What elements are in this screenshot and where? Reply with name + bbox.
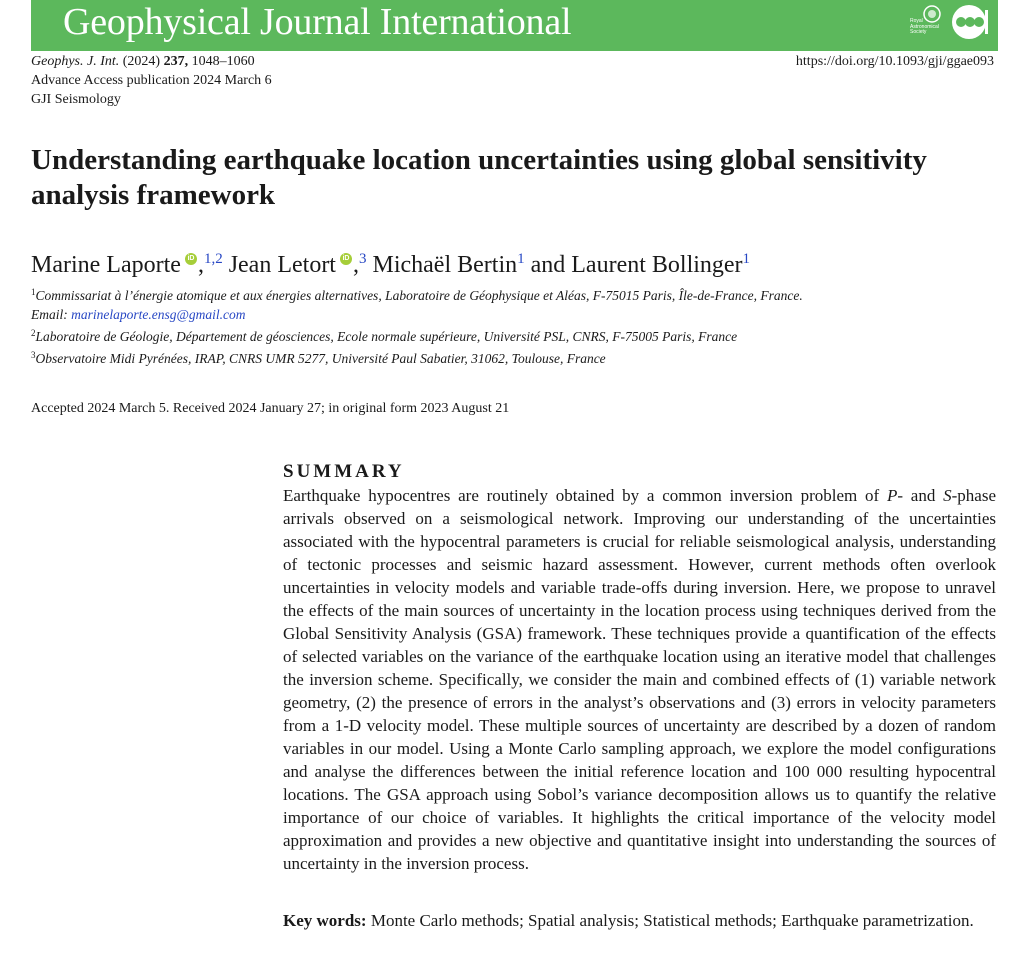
summary-part: - and [897, 486, 944, 505]
summary-text [283, 484, 996, 875]
summary-part: -phase arrivals observed on a seismological network. Improving our understanding of the uncertainties associated with the hypocentral parameters is crucial for reliable seismological analysis, understanding of tectonic processes and seismic hazard assessment. However, current methods often overlook uncertainties in velocity models and variable trade-offs during inversion. Here, we propose to unravel the effects of the main sources of uncertainty in the location process using techniques derived from the Global Sensitivity Analysis (GSA) framework. These techniques provide a quantification of the effects of selected variables on the variance of the earthquake location using an iterative model that challenges the inversion scheme. Specifically, we consider the main and combined effects of (1) variable network geometry, (2) the presence of errors in the analyst’s observations and (3) errors in velocity parameters from a 1-D velocity model. These multiple sources of uncertainty are described by a dozen of random variables in our model. Using a Monte Carlo sampling approach, we explore the model configurations and analyse the differences between the initial reference location and 100 000 resulting hypocentral locations. The GSA approach using Sobol’s variance decomposition allows us to quantify the relative importance of our choice of variables. It highlights the critical importance of the velocity model approximation and provides a new objective and quantitative insight into understanding the sources of uncertainty in the inversion process. [283, 486, 996, 873]
article-title: Understanding earthquake location uncertainties using global sensitivity analysis framework [31, 144, 927, 211]
summary-italic-p: P [886, 486, 898, 505]
oup-logo-icon [951, 4, 993, 40]
affiliation-item [31, 324, 803, 346]
affiliation-text: Observatoire Midi Pyrénées, IRAP, CNRS UMR 5277, Université Paul Sabatier, 31062, Toulouse, France [35, 351, 606, 366]
email-line [31, 305, 803, 324]
citation-pages: 1048–1060 [191, 54, 255, 69]
keywords-text: Monte Carlo methods; Spatial analysis; Statistical methods; Earthquake parametrization. [370, 911, 974, 930]
email-link[interactable]: marinelaporte.ensg@gmail.com [71, 307, 246, 322]
author-affil[interactable]: 3 [358, 251, 367, 267]
citation-line [31, 52, 272, 71]
affiliation-number: 2 [31, 328, 36, 338]
affiliation-text: Commissariat à l’énergie atomique et aux énergies alternatives, Laboratoire de Géophysique et Aléas, F-75015 Paris, Île-de-France, France. [35, 288, 803, 303]
summary-heading: SUMMARY [283, 461, 405, 482]
citation-block [31, 52, 272, 109]
ras-logo-text: Royal Astronomical Society [910, 18, 939, 35]
received-accepted-dates: Accepted 2024 March 5. Received 2024 January 27; in original form 2023 August 21 [31, 401, 510, 416]
affiliation-item [31, 346, 803, 368]
author-affil[interactable]: 1 [742, 251, 751, 267]
summary-italic-s: S [943, 486, 952, 505]
journal-banner [31, 0, 998, 51]
citation-year: (2024) [122, 54, 161, 69]
affiliation-text: Laboratoire de Géologie, Département de géosciences, Ecole normale supérieure, Université PSL, CNRS, F-75005 Paris, France [35, 329, 738, 344]
citation-volume: 237, [163, 54, 189, 69]
doi-link[interactable]: https://doi.org/10.1093/gji/ggae093 [795, 54, 994, 69]
author-affil[interactable]: 1,2 [203, 251, 223, 267]
keywords [283, 909, 996, 932]
affiliation-number: 1 [31, 287, 36, 297]
affiliation-number: 3 [31, 350, 36, 360]
author-connector: , [352, 252, 359, 278]
author-name[interactable]: Jean Letort [228, 252, 336, 278]
orcid-icon[interactable]: iD [340, 253, 352, 265]
citation-journal: Geophys. J. Int. [31, 54, 120, 69]
affiliations [31, 283, 803, 368]
journal-name: Geophysical Journal International [63, 1, 572, 43]
author-list [31, 244, 750, 280]
keywords-label: Key words: [283, 911, 367, 930]
advance-access: Advance Access publication 2024 March 6 [31, 73, 272, 88]
author-connector: and [530, 252, 566, 278]
affiliation-item [31, 283, 803, 305]
author-name[interactable]: Laurent Bollinger [571, 252, 743, 278]
orcid-icon[interactable]: iD [185, 253, 197, 265]
author-name[interactable]: Michaël Bertin [372, 252, 518, 278]
author-affil[interactable]: 1 [517, 251, 525, 267]
author-connector: , [197, 252, 204, 278]
email-label: Email: [31, 307, 68, 322]
summary-part: Earthquake hypocentres are routinely obtained by a common inversion problem of [283, 486, 887, 505]
journal-section: GJI Seismology [31, 92, 121, 107]
author-name[interactable]: Marine Laporte [31, 252, 181, 278]
